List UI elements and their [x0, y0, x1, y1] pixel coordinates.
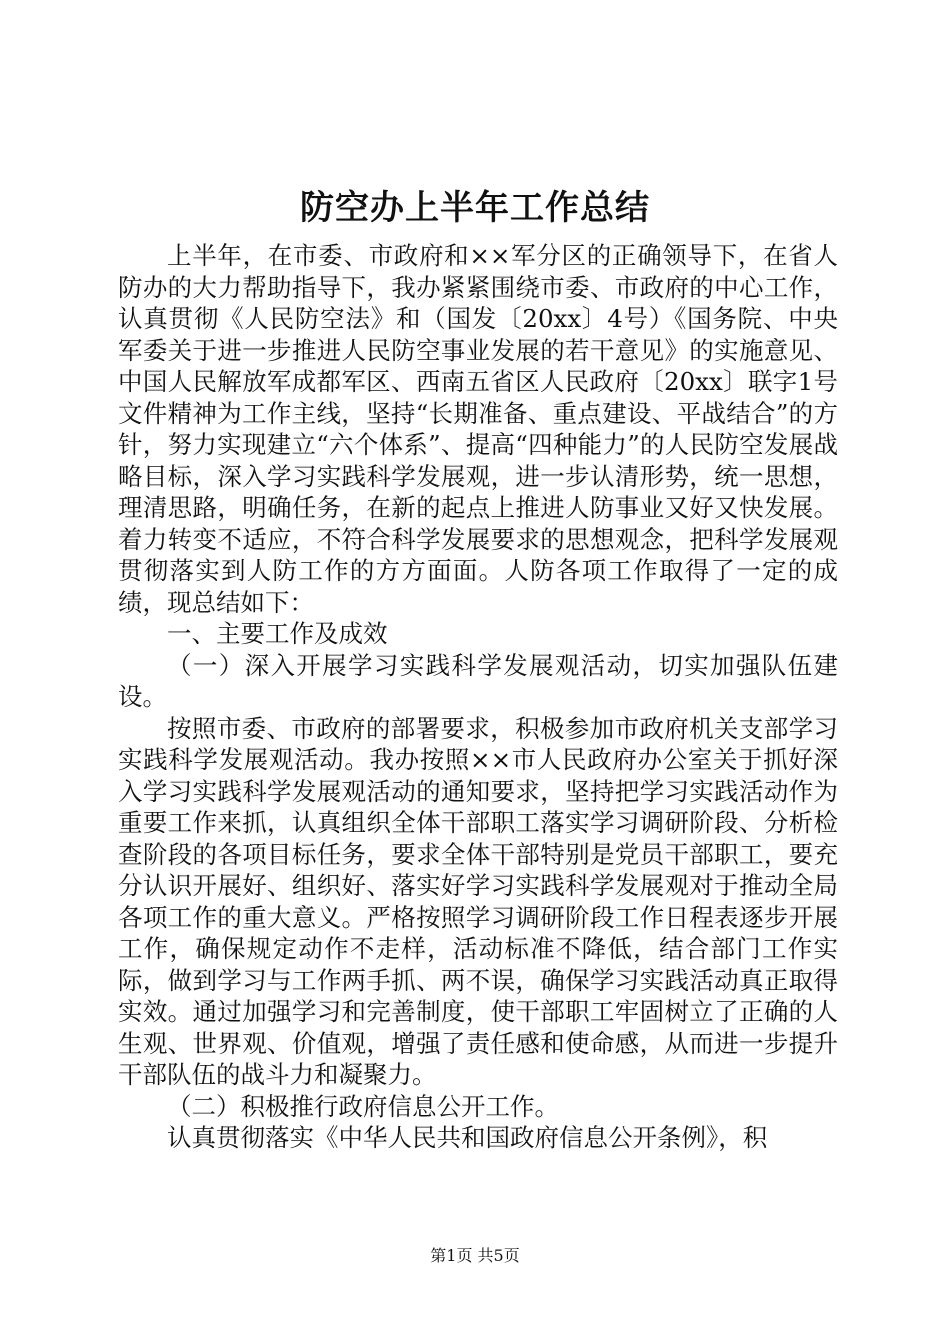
subsection-heading-study-practice: （一）深入开展学习实践科学发展观活动，切实加强队伍建设。 [118, 650, 838, 711]
intro-paragraph: 上半年，在市委、市政府和××军分区的正确领导下，在省人防办的大力帮助指导下，我办紧紧围绕市委、市政府的中心工作，认真贯彻《人民防空法》和（国发〔20xx〕4号）《国务院、中央军委关于进一步推进人民防空事业发展的若干意见》的实施意见、中国人民解放军成都军区、西南五省区人民政府〔20xx〕联字1号文件精神为工作主线，坚持“长期准备、重点建设、平战结合”的方针，努力实现建立“六个体系”、提高“四种能力”的人民防空发展战略目标，深入学习实践科学发展观，进一步认清形势，统一思想，理清思路，明确任务，在新的起点上推进人防事业又好又快发展。着力转变不适应，不符合科学发展要求的思想观念，把科学发展观贯彻落实到人防工作的方方面面。人防各项工作取得了一定的成绩，现总结如下： [118, 241, 838, 617]
page-footer: 第1页 共5页 [430, 1246, 520, 1265]
document-title: 防空办上半年工作总结 [300, 188, 650, 228]
subsection-heading-info-disclosure: （二）积极推行政府信息公开工作。 [167, 1091, 559, 1121]
subsection-body-study-practice: 按照市委、市政府的部署要求，积极参加市政府机关支部学习实践科学发展观活动。我办按照××市人民政府办公室关于抓好深入学习实践科学发展观活动的通知要求，坚持把学习实践活动作为重要工作来抓，认真组织全体干部职工落实学习调研阶段、分析检查阶段的各项目标任务，要求全体干部特别是党员干部职工，要充分认识开展好、组织好、落实好学习实践科学发展观对于推动全局各项工作的重大意义。严格按照学习调研阶段工作日程表逐步开展工作，确保规定动作不走样，活动标准不降低，结合部门工作实际，做到学习与工作两手抓、两不误，确保学习实践活动真正取得实效。通过加强学习和完善制度，使干部职工牢固树立了正确的人生观、世界观、价值观，增强了责任感和使命感，从而进一步提升干部队伍的战斗力和凝聚力。 [118, 713, 838, 1089]
document-body [118, 240, 838, 1154]
subsection-body-info-disclosure: 认真贯彻落实《中华人民共和国政府信息公开条例》，积 [167, 1123, 768, 1152]
section-heading-main-work: 一、主要工作及成效 [167, 619, 388, 648]
